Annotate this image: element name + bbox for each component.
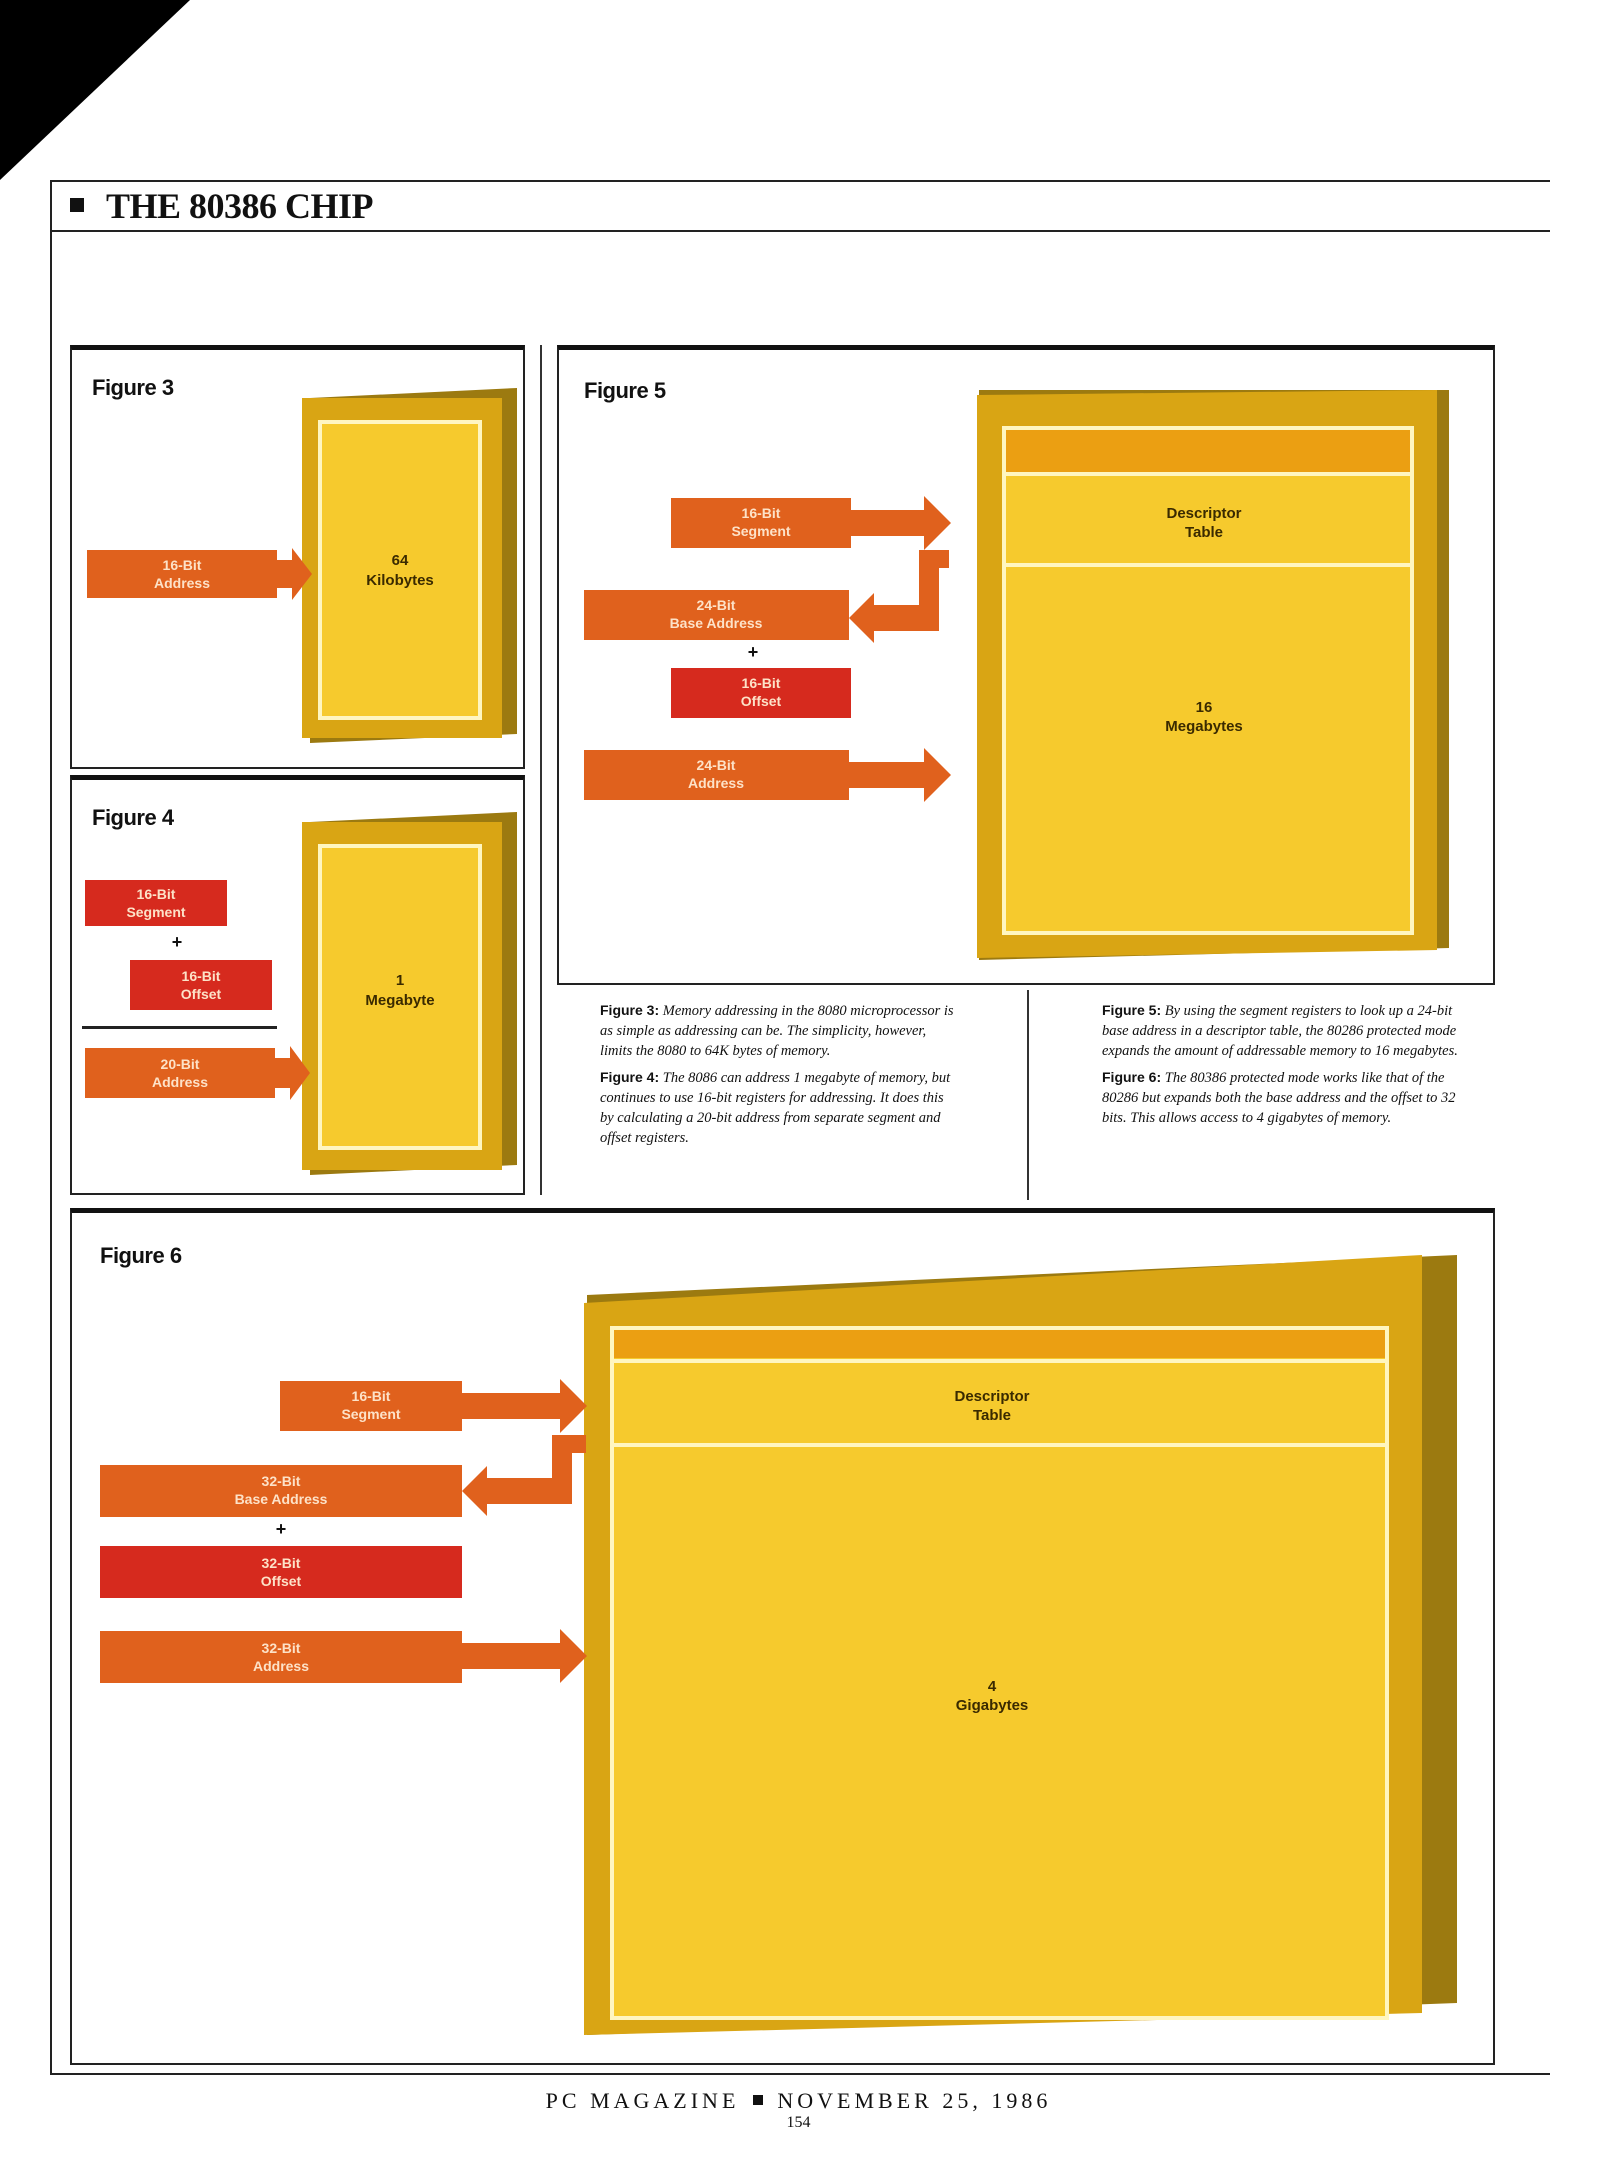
segment-arrow <box>462 1379 587 1433</box>
address-line-1: 24-Bit <box>696 757 736 773</box>
header-title: THE 80386 CHIP <box>70 185 373 227</box>
segment-line-2: Segment <box>126 904 186 920</box>
address-line-1: 20-Bit <box>160 1056 200 1072</box>
plus-sign: + <box>171 932 183 952</box>
address-line-1: 16-Bit <box>162 557 202 573</box>
descriptor-table-line-1: Descriptor <box>954 1388 1030 1405</box>
figure-6-diagram <box>72 1213 1493 2061</box>
base-address-line-1: 32-Bit <box>261 1473 301 1489</box>
memory-size-line-2: Kilobytes <box>366 572 434 589</box>
figure-3-panel <box>70 345 525 769</box>
memory-size-line-1: 4 <box>987 1678 997 1695</box>
memory-size-line-1: 64 <box>391 552 409 569</box>
address-line-2: Address <box>252 1658 310 1674</box>
descriptor-table-line-2: Table <box>1184 524 1224 541</box>
address-arrow <box>849 748 951 802</box>
corner-tab <box>0 0 190 180</box>
segment-arrow <box>851 496 951 550</box>
address-line-2: Address <box>153 575 211 591</box>
caption-figure-6: Figure 6: The 80386 protected mode works like that of the 80286 but expands both the base address and the offset to 32 bits. This allows access to 4 gigabytes of memory. <box>1102 1069 1456 1126</box>
plus-sign: + <box>275 1519 287 1539</box>
address-line-1: 32-Bit <box>261 1640 301 1656</box>
caption-figure-4: Figure 4: The 8086 can address 1 megabyte of memory, but continues to use 16-bit registers for addressing. It does this by calculating a 20-bit address from separate segment and offset registers. <box>600 1069 951 1146</box>
page-number: 154 <box>786 2114 811 2131</box>
address-register <box>100 1631 462 1683</box>
address-line-2: Address <box>687 775 745 791</box>
figure-3-diagram <box>72 350 523 768</box>
figure-5-diagram <box>559 350 1493 984</box>
address-line-2: Address <box>151 1074 209 1090</box>
offset-register <box>100 1546 462 1598</box>
offset-line-2: Offset <box>740 693 782 709</box>
memory-size-line-2: Gigabytes <box>955 1697 1029 1714</box>
segment-line-1: 16-Bit <box>351 1388 391 1404</box>
base-address-return-arrow <box>849 550 949 643</box>
memory-block-inner <box>612 1328 1387 2018</box>
memory-size-line-2: Megabytes <box>1165 718 1243 735</box>
plus-sign: + <box>747 642 759 662</box>
footer-date: NOVEMBER 25, 1986 <box>777 2088 1052 2113</box>
captions-left <box>600 1000 960 1154</box>
offset-line-1: 16-Bit <box>181 968 221 984</box>
header-bottom-rule <box>50 230 1550 232</box>
memory-block-inner <box>320 422 480 718</box>
captions-right <box>1102 1000 1462 1134</box>
sum-rule <box>82 1026 277 1029</box>
footer-line <box>0 2088 1597 2114</box>
figure-4-panel <box>70 775 525 1195</box>
figure-5-panel <box>557 345 1495 985</box>
segment-line-2: Segment <box>731 523 791 539</box>
footer-rule <box>50 2073 1550 2075</box>
caption-divider <box>1027 990 1029 1200</box>
descriptor-table-line-1: Descriptor <box>1166 505 1242 522</box>
header-top-rule <box>50 180 1550 182</box>
memory-size-line-2: Megabyte <box>365 992 435 1009</box>
offset-line-1: 16-Bit <box>741 675 781 691</box>
descriptor-table-band <box>614 1330 1385 1358</box>
figure-4-diagram <box>72 780 523 1194</box>
descriptor-table-line-2: Table <box>972 1407 1012 1424</box>
base-address-return-arrow <box>462 1435 586 1516</box>
footer-bullet-icon <box>753 2095 763 2105</box>
caption-figure-3: Figure 3: Memory addressing in the 8080 microprocessor is as simple as addressing can be. The simplicity, however, limits the 8080 to 64K bytes of memory. <box>600 1002 954 1059</box>
header-bullet-icon <box>70 198 84 212</box>
segment-line-1: 16-Bit <box>136 886 176 902</box>
segment-line-1: 16-Bit <box>741 505 781 521</box>
offset-line-2: Offset <box>260 1573 302 1589</box>
base-address-line-1: 24-Bit <box>696 597 736 613</box>
base-address-line-2: Base Address <box>669 615 763 631</box>
segment-line-2: Segment <box>341 1406 401 1422</box>
memory-block-inner <box>1004 428 1412 933</box>
figure-6-panel <box>70 1208 1495 2065</box>
offset-line-2: Offset <box>180 986 222 1002</box>
figure-5-label: Figure 5 <box>584 378 666 403</box>
caption-figure-5: Figure 5: By using the segment registers to look up a 24-bit base address in a descriptor table, the 80286 protected mode expands the amount of addressable memory to 16 megabytes. <box>1102 1002 1458 1059</box>
base-address-line-2: Base Address <box>234 1491 328 1507</box>
footer-magazine: PC MAGAZINE <box>545 2088 740 2113</box>
address-arrow <box>462 1629 587 1683</box>
figure-3-label: Figure 3 <box>92 375 174 400</box>
memory-size-line-1: 1 <box>395 972 405 989</box>
memory-size-line-1: 16 <box>1195 699 1213 716</box>
offset-line-1: 32-Bit <box>261 1555 301 1571</box>
figure-6-label: Figure 6 <box>100 1243 182 1268</box>
descriptor-table-band <box>1006 430 1410 472</box>
column-divider <box>540 345 542 1195</box>
figure-4-label: Figure 4 <box>92 805 174 830</box>
